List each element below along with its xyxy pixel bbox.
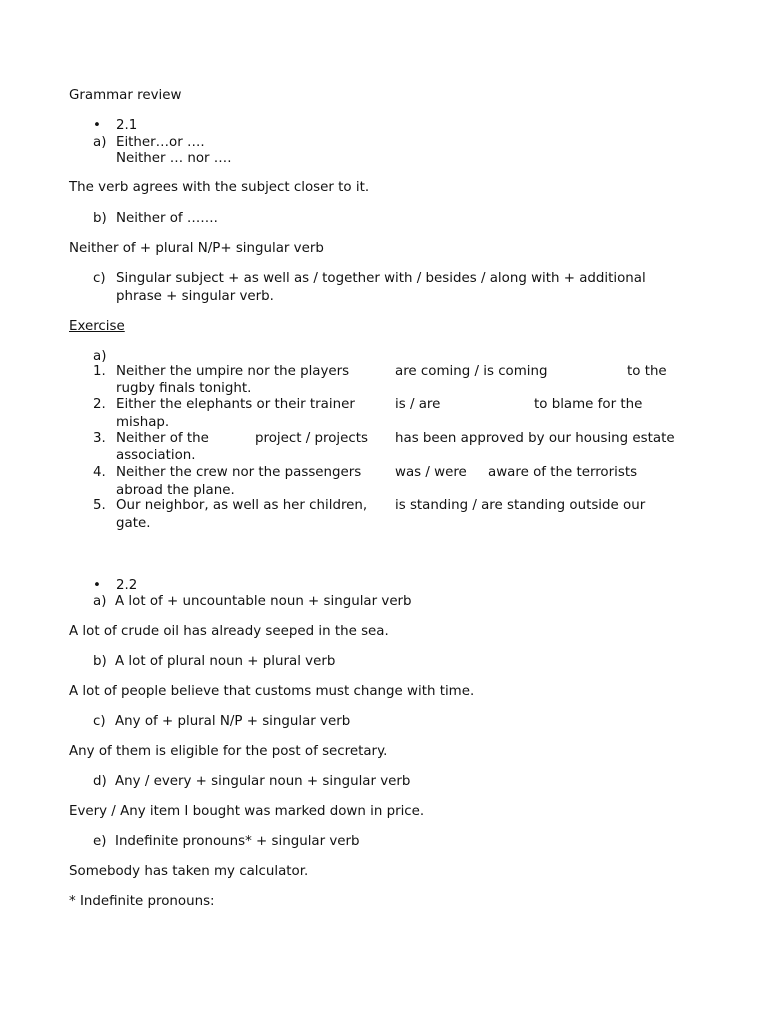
exercise-predicate: to blame for the	[534, 397, 643, 412]
rule-b-text: A lot of plural noun + plural verb	[115, 654, 336, 669]
rule-e-text: Indefinite pronouns* + singular verb	[115, 834, 360, 849]
rule-c-text: Any of + plural N/P + singular verb	[115, 714, 351, 729]
footnote: * Indefinite pronouns:	[69, 894, 215, 909]
bullet-marker: •	[93, 118, 101, 133]
list-marker: a)	[93, 594, 107, 609]
exercise-number: 3.	[93, 431, 106, 446]
bullet-marker: •	[93, 578, 101, 593]
rule-a-explanation: The verb agrees with the subject closer to it.	[69, 180, 370, 195]
exercise-verb-choice: are coming / is coming	[395, 364, 548, 379]
exercise-heading: Exercise	[69, 319, 125, 334]
section-number: 2.2	[116, 578, 138, 593]
exercise-number: 4.	[93, 465, 106, 480]
rule-a-line2: Neither … nor ….	[116, 151, 232, 166]
rule-c-line1: Singular subject + as well as / together with / besides / along with + additional	[116, 271, 646, 286]
exercise-subject: Neither of the	[116, 431, 209, 446]
page-title: Grammar review	[69, 88, 182, 103]
list-marker: e)	[93, 834, 107, 849]
rule-a-line1: Either…or ….	[116, 135, 205, 150]
rule-b-example: A lot of people believe that customs must change with time.	[69, 684, 475, 699]
exercise-subject: Neither the umpire nor the players	[116, 364, 350, 379]
exercise-continuation: abroad the plane.	[116, 483, 235, 498]
exercise-subject: Our neighbor, as well as her children,	[116, 498, 368, 513]
exercise-number: 1.	[93, 364, 106, 379]
exercise-number: 5.	[93, 498, 106, 513]
exercise-predicate: aware of the terrorists	[488, 465, 638, 480]
rule-d-example: Every / Any item I bought was marked down in price.	[69, 804, 425, 819]
exercise-verb-choice: is / are	[395, 397, 441, 412]
exercise-noun-choice: project / projects	[255, 431, 368, 446]
section-number: 2.1	[116, 118, 138, 133]
exercise-number: 2.	[93, 397, 106, 412]
exercise-verb-choice: has been approved by our housing estate	[395, 431, 675, 446]
exercise-subject: Neither the crew nor the passengers	[116, 465, 362, 480]
rule-b-explanation: Neither of + plural N/P+ singular verb	[69, 241, 324, 256]
exercise-verb-choice: was / were	[395, 465, 467, 480]
rule-a-text: A lot of + uncountable noun + singular verb	[115, 594, 412, 609]
rule-c-line2: phrase + singular verb.	[116, 289, 274, 304]
list-marker: c)	[93, 714, 106, 729]
list-marker: b)	[93, 654, 107, 669]
rule-e-example: Somebody has taken my calculator.	[69, 864, 309, 879]
rule-a-example: A lot of crude oil has already seeped in the sea.	[69, 624, 389, 639]
exercise-predicate: to the	[627, 364, 667, 379]
exercise-continuation: rugby finals tonight.	[116, 381, 252, 396]
exercise-continuation: mishap.	[116, 415, 170, 430]
list-marker: b)	[93, 211, 107, 226]
list-marker: a)	[93, 349, 107, 364]
rule-c-example: Any of them is eligible for the post of secretary.	[69, 744, 388, 759]
exercise-continuation: gate.	[116, 516, 151, 531]
list-marker: d)	[93, 774, 107, 789]
list-marker: a)	[93, 135, 107, 150]
rule-b-text: Neither of …….	[116, 211, 218, 226]
list-marker: c)	[93, 271, 106, 286]
exercise-subject: Either the elephants or their trainer	[116, 397, 355, 412]
exercise-verb-choice: is standing / are standing outside our	[395, 498, 646, 513]
rule-d-text: Any / every + singular noun + singular verb	[115, 774, 411, 789]
exercise-continuation: association.	[116, 448, 196, 463]
